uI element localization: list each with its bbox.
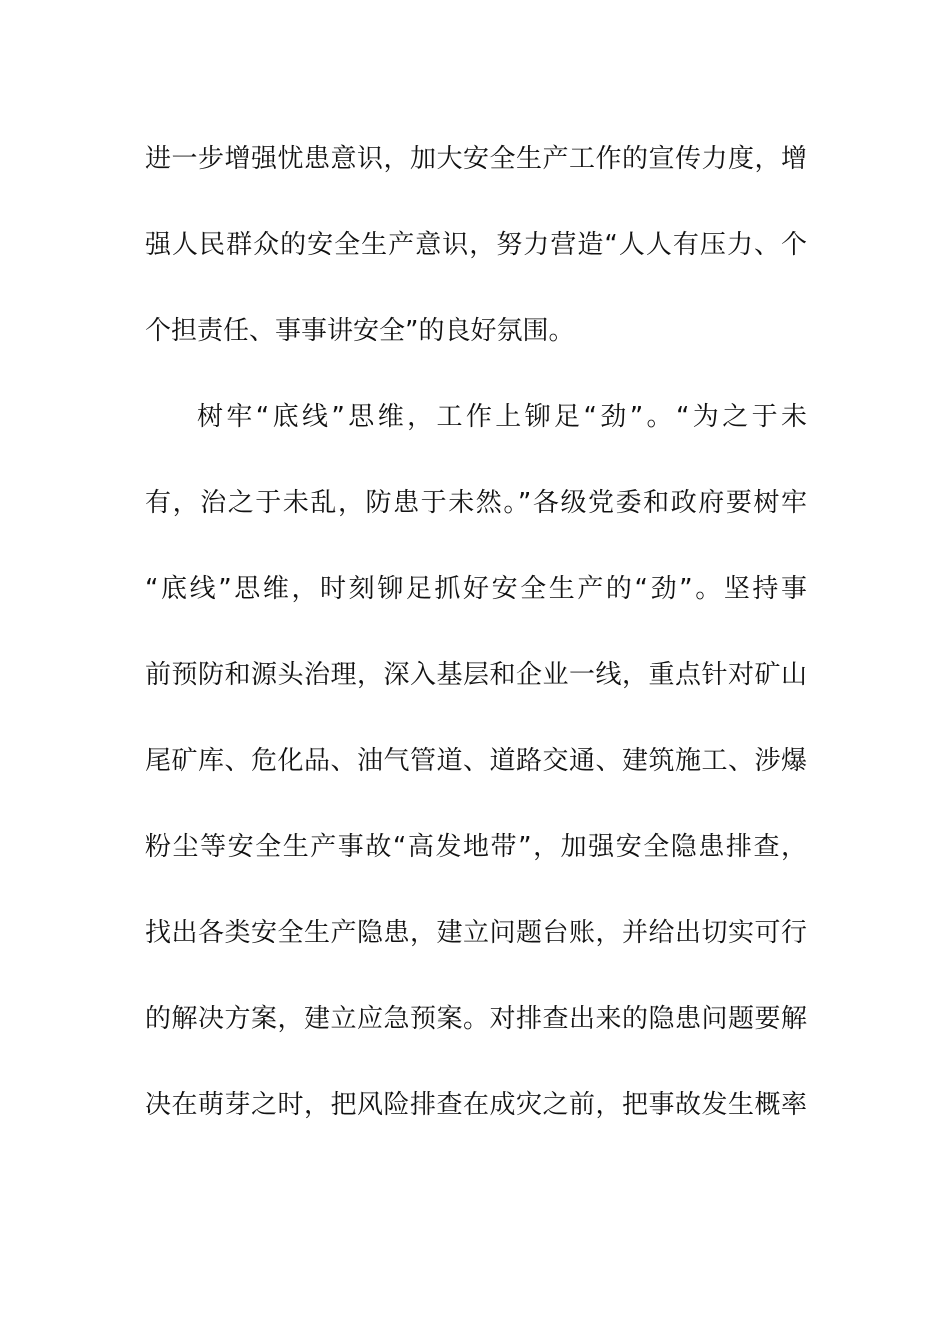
text-line: 尾矿库、危化品、油气管道、道路交通、建筑施工、涉爆: [145, 746, 807, 776]
text-line: 进一步增强忧患意识，加大安全生产工作的宣传力度，增: [145, 144, 807, 174]
text-line: 决在萌芽之时，把风险排查在成灾之前，把事故发生概率: [145, 1090, 807, 1120]
text-line: 强人民群众的安全生产意识，努力营造“人人有压力、个: [145, 230, 807, 260]
text-line: 粉尘等安全生产事故“高发地带”，加强安全隐患排查，: [145, 832, 807, 862]
text-line: “底线”思维，时刻铆足抓好安全生产的“劲”。坚持事: [145, 574, 807, 604]
text-line: 找出各类安全生产隐患，建立问题台账，并给出切实可行: [145, 918, 807, 948]
paragraph-first-line: 树牢“底线”思维，工作上铆足“劲”。“为之于未: [197, 402, 807, 432]
text-line: 有，治之于未乱，防患于未然。”各级党委和政府要树牢: [145, 488, 807, 518]
text-line: 个担责任、事事讲安全”的良好氛围。: [145, 316, 575, 346]
text-line: 前预防和源头治理，深入基层和企业一线，重点针对矿山: [145, 660, 807, 690]
text-line: 的解决方案，建立应急预案。对排查出来的隐患问题要解: [145, 1004, 807, 1034]
